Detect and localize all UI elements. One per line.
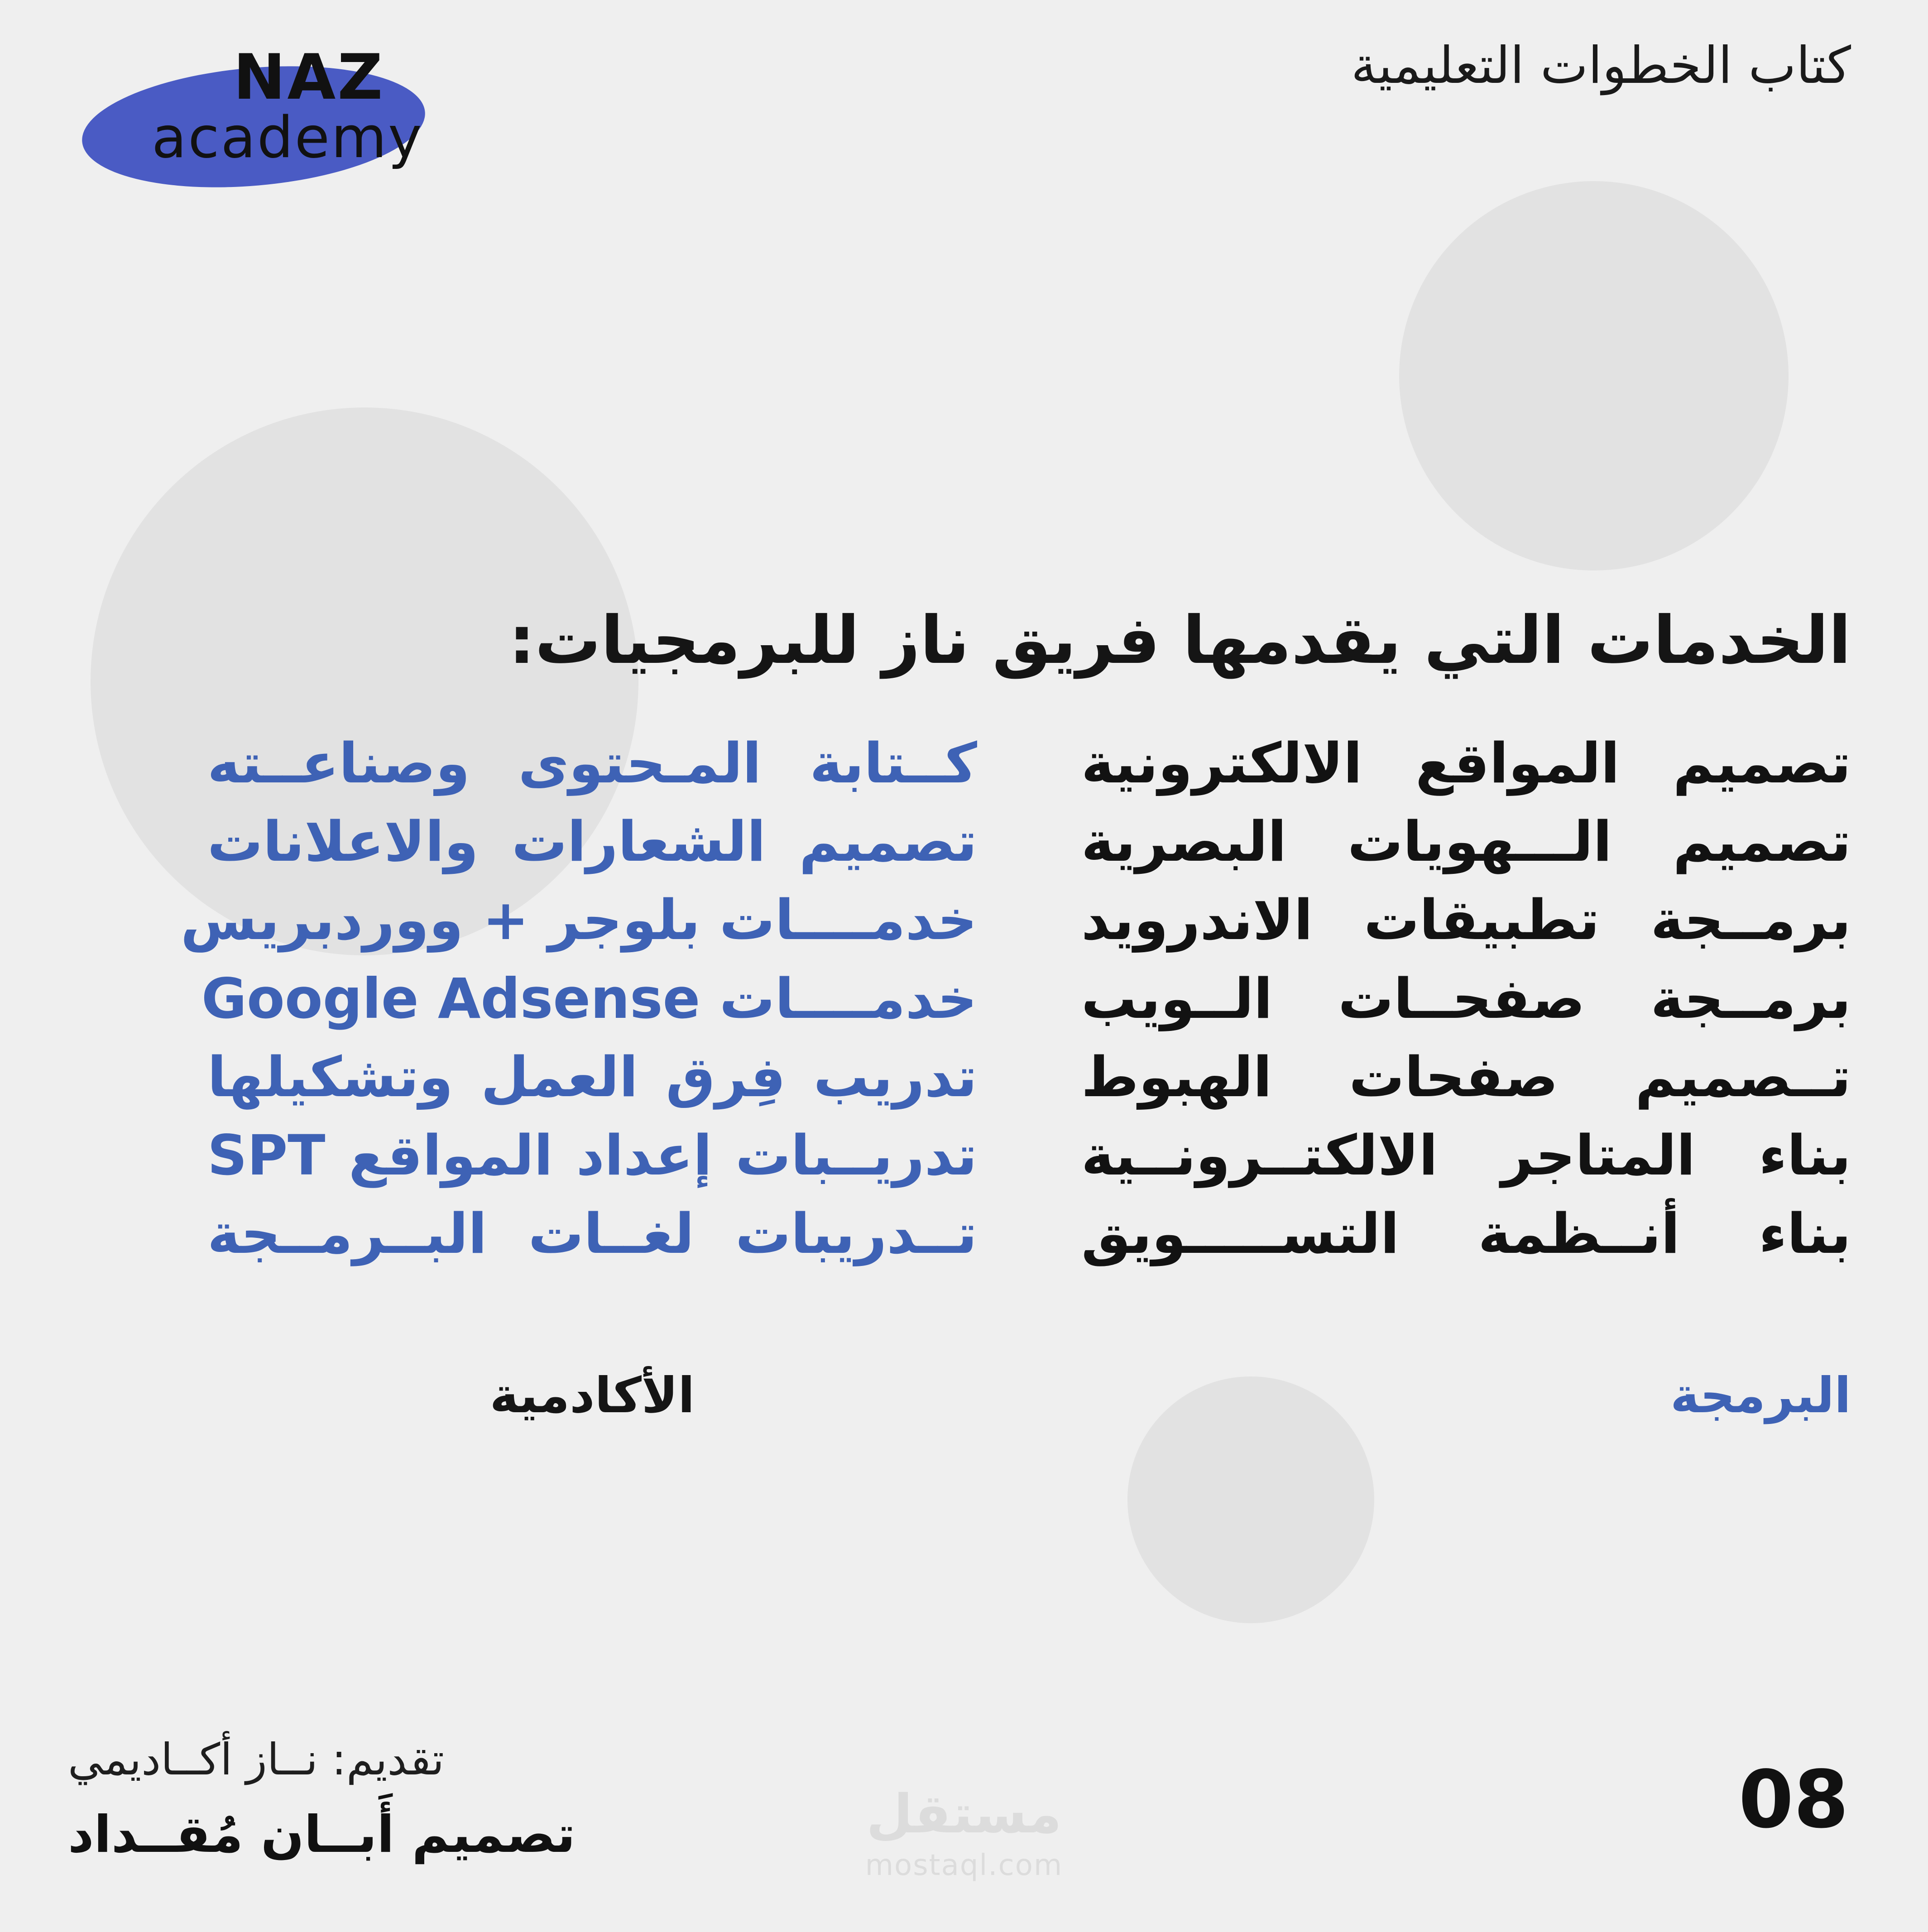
column-label-academy: الأكادمية xyxy=(489,1367,695,1424)
list-item: بناء أنــظمة التســـــويق xyxy=(1081,1202,1851,1266)
watermark-arabic-text: مستقل xyxy=(866,1783,1062,1846)
list-item: تدريب فِرق العمل وتشكيلها xyxy=(207,1045,977,1109)
watermark-domain-text: mostaql.com xyxy=(865,1849,1063,1882)
list-item: برمــجة تطبيقات الاندرويد xyxy=(1081,888,1851,953)
list-item: تــصميم صفحات الهبوط xyxy=(1081,1045,1851,1109)
credit-presenter: تقديم: نــاز أكــاديمي xyxy=(68,1734,445,1785)
list-item: تدريــبات إعداد المواقع SPT xyxy=(207,1123,977,1188)
brand-name-primary: NAZ xyxy=(233,41,385,114)
credit-designer: تصميم أَبــان مُقــداد xyxy=(68,1805,576,1864)
column-label-programming: البرمجة xyxy=(1670,1367,1851,1424)
list-item: تصميم الـــهويات البصرية xyxy=(1081,810,1851,874)
list-item: خدمــــات Google Adsense xyxy=(201,966,977,1031)
services-column-programming xyxy=(1081,724,1851,1274)
list-item: تصميم الشعارات والاعلانات xyxy=(207,810,977,874)
services-list-programming xyxy=(1081,724,1851,1274)
list-item: خدمــــات بلوجر + ووردبريس xyxy=(180,888,977,953)
list-item: تصميم المواقع الالكترونية xyxy=(1081,731,1851,796)
list-item: برمــجة صفحــات الــويب xyxy=(1081,966,1851,1031)
brand-logo xyxy=(72,23,430,172)
decorative-circle-bottom-middle xyxy=(1127,1376,1374,1623)
book-title: كتاب الخطوات التعليمية xyxy=(1351,36,1851,95)
decorative-circle-top-right xyxy=(1399,181,1789,570)
page-number: 08 xyxy=(1738,1754,1849,1846)
footer-credits xyxy=(68,1734,576,1864)
list-item: كــتابة المـحتوى وصناعــته xyxy=(207,731,977,796)
page-title: الخدمات التي يقدمها فريق ناز للبرمجيات: xyxy=(508,602,1851,679)
list-item: بناء المتاجر الالكتــرونــية xyxy=(1081,1123,1851,1188)
services-list-academy xyxy=(180,724,977,1274)
brand-name-secondary: academy xyxy=(152,104,423,171)
watermark xyxy=(865,1783,1063,1882)
services-column-academy xyxy=(180,724,977,1274)
list-item: تــدريبات لغــات البــرمــجة xyxy=(207,1202,977,1266)
